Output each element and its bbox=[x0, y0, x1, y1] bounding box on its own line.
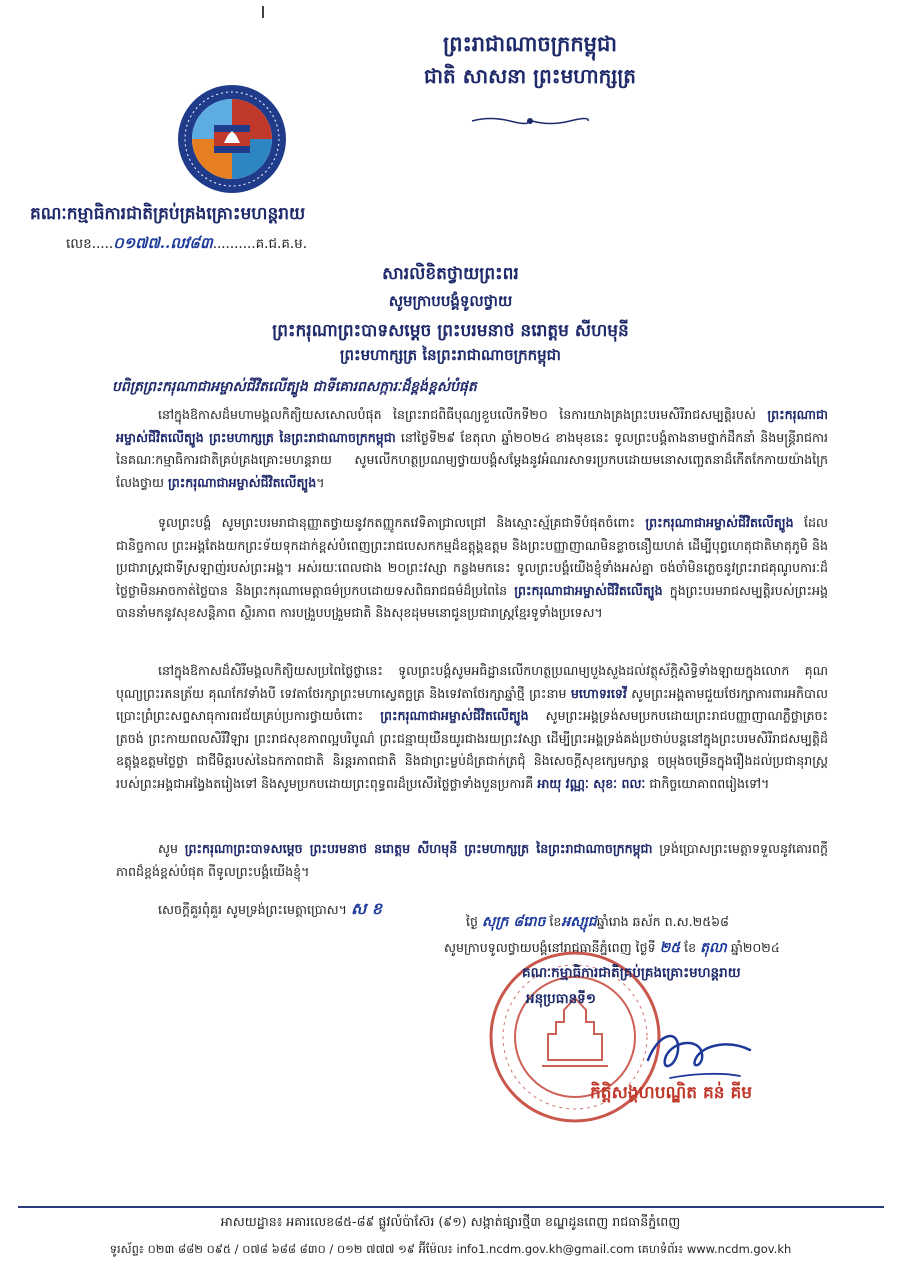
body-text: ក្នុងព្រះបរមរាជសម្បត្តិរបស់ព្រះអង្គបាននាំមកនូវសុខសន្តិភាព ស្ថិរភាព ការបង្រួបបង្រួមជាតិ និងសុខដុមមនោជូនប្រជារាស្ត្រខ្មែរទូទាំងប្រទេស។ bbox=[116, 582, 828, 621]
handwritten-signature-icon bbox=[640, 1020, 760, 1090]
ornament-divider-icon bbox=[470, 114, 590, 128]
lunar-date-line bbox=[466, 912, 729, 933]
body-text: សូមព្រះអង្គទ្រង់សមប្រកបដោយព្រះរាជបញ្ញាញាណភ្លឺថ្លាត្រចះត្រចង់ ព្រះកាយពលសិរីវិឡារ ព្រះរាជសុខភាពល្អបរិបូណ៌ ព្រះជន្មាយុយឺនយូរជាងរយព្រះវស្សា ដើម្បីព្រះអង្គទ្រង់គង់ប្រថាប់បន្តនៅក្នុងព្រះបរមសិរីរាជសម្បត្តិដ៏ឧត្តុង្គឧត្តមថ្លៃថ្លា ជាជីមិត្តរបស់នៃឯកភាពជាតិ និរន្តរភាពជាតិ និងជាព្រះម្លប់ដ៏ត្រជាក់ត្រជុំ និងសេចក្តីសុខក្សេមក្សាន្ត ចម្រុងចម្រើនក្នុងរឿងដល់ប្រជានុរាស្ត្ររបស់ព្រះអង្គជាអង្វែងតរៀងទៅ និងសូមប្រកបដោយព្រះពុទ្ធពរដ៏ប្រសើរថ្លៃថ្លាទាំងបួនប្រការគឺ bbox=[116, 708, 828, 791]
signer-name: កិត្តិសង្គហបណ្ឌិត គន់ គីម bbox=[590, 1083, 753, 1103]
body-text: ដែលជានិច្ចកាល ព្រះអង្គតែងយកព្រះទ័យទុកដាក់ខ្ពស់បំពេញព្រះរាជបេសកកម្មដ៏ឧត្តុង្គឧត្តម និងព្រះបញ្ញាញាណមិនខ្លាចនឿយហត់ ដើម្បីបុព្វហេតុជាតិមាតុភូមិ និងប្រជារាស្ត្រជាទីស្រឡាញ់របស់ព្រះអង្គ។ អស់រយៈពេលជាង ២០ព្រះវស្សា កន្លងមកនេះ ទូលព្រះបង្គំយើងខ្ញុំទាំងអស់គ្នា ចង់ចាំមិនភ្លេចនូវព្រះរាជគុណូបការៈដ៏ថ្លៃថ្លាមិនអាចកាត់ថ្លៃបាន និងព្រះករុណាមេត្តាធម៌ប្រកបដោយទសពិធរាជធម៌ដ៏ប្រពៃនៃ bbox=[116, 515, 828, 598]
emphasis-text: អាយុ វណ្ណៈ សុខៈ ពលៈ bbox=[537, 775, 646, 791]
emphasis-text: ព្រះករុណាព្រះបាទសម្តេច ព្រះបរមនាថ នរោត្តម សីហមុនី ព្រះមហាក្សត្រ នៃព្រះរាជាណាចក្រកម្ពុជា bbox=[184, 841, 653, 856]
salutation-line: សូមក្រាបបង្គំទូលថ្វាយ bbox=[388, 292, 513, 310]
honorific-subtitle: បពិត្រព្រះករុណាជាអម្ចាស់ជីវិតលើត្បូង ជាទីគោរពសក្ការៈដ៏ខ្ពង់ខ្ពស់បំផុត bbox=[112, 379, 477, 395]
national-motto-header bbox=[380, 28, 680, 92]
emphasis-text: ព្រះករុណាជាអម្ចាស់ជីវិតលើត្បូង bbox=[167, 474, 317, 490]
solar-day-handwritten: ២៥ bbox=[659, 940, 681, 956]
emphasis-text: ព្រះករុណាជាអម្ចាស់ជីវិតលើត្បូង bbox=[514, 582, 663, 598]
reference-prefix: លេខ..... bbox=[66, 236, 114, 252]
reference-handwritten-number: ០១៧៧..លវ៨៣ bbox=[113, 234, 213, 252]
kingdom-title: ព្រះរាជាណាចក្រកម្ពុជា bbox=[442, 32, 617, 56]
lunar-date-month-label: ខែ bbox=[549, 914, 562, 929]
national-motto: ជាតិ សាសនា ព្រះមហាក្សត្រ bbox=[424, 64, 636, 88]
punch-mark bbox=[262, 6, 264, 18]
emphasis-text: ព្រះករុណាជាអម្ចាស់ជីវិតលើត្បូង bbox=[645, 515, 794, 530]
body-paragraph-3 bbox=[116, 660, 828, 796]
solar-month-handwritten: តុលា bbox=[700, 940, 727, 956]
closing-line bbox=[158, 898, 382, 922]
signatory-organization: គណៈកម្មាធិការជាតិគ្រប់គ្រងគ្រោះមហន្តរាយ bbox=[522, 965, 741, 981]
body-text: ទូលព្រះបង្គំ សូមព្រះបរមរាជានុញ្ញាតថ្វាយនូវកតញ្ញូកតវេទិតាជ្រាលជ្រៅ និងស្មោះស្ម័គ្រជាទីបំផុតចំពោះ bbox=[158, 515, 646, 530]
body-text: នៅក្នុងឱកាសដ៏មហាមង្គលកិត្យិយសសោលបំផុត នៃព្រះរាជពិធីបុណ្យខួបលើកទី២០ នៃការយាងគ្រងព្រះបរមសិរីរាជសម្បត្តិរបស់ bbox=[158, 407, 768, 422]
ncdm-logo-icon bbox=[176, 83, 288, 195]
footer-contact: ទូរស័ព្ទ៖ ០២៣ ៨៨២ ០៩៥ / ០៧៨ ៦៨៨ ៨៣០ / ០១២ ៧៧៧ ១៩ អ៊ីម៉ែល៖ info1.ncdm.gov.kh@gmail.com គេហទំព័រ៖ www.ncdm.gov.kh bbox=[109, 1242, 792, 1256]
body-paragraph-2 bbox=[116, 512, 828, 625]
footer-address: អាសយដ្ឋាន៖ អគារលេខ៨៥-៨៩ ផ្លូវលំប៉ាស៊ែរ (៩១) សង្កាត់ផ្សារថ្មី៣ ខណ្ឌដូនពេញ រាជធានីភ្នំពេញ bbox=[220, 1214, 681, 1229]
organization-name: គណៈកម្មាធិការជាតិគ្រប់គ្រងគ្រោះមហន្តរាយ bbox=[30, 204, 306, 224]
signatory-role: អនុប្រធានទី១ bbox=[526, 991, 596, 1007]
solar-date-prefix: សូមក្រាបទូលថ្វាយបង្គំនៅរាជធានីភ្នំពេញ ថ្ងៃទី bbox=[444, 940, 656, 955]
document-type-title: សារលិខិតថ្វាយព្រះពរ bbox=[382, 264, 519, 284]
lunar-month-handwritten: អស្សុជ bbox=[561, 914, 597, 930]
body-text: នៅក្នុងឱកាសដ៏សិរីមង្គលកិត្យិយសប្រពៃថ្លៃថ្លានេះ ទូលព្រះបង្គំសូមអធិដ្ឋានលើកហត្ថប្រណម្យបួងសួងដល់វត្ថុស័ក្តិសិទ្ធិទាំងឡាយក្នុងលោក គុណបុណ្យព្រះរតនត្រ័យ គុណកែវទាំងបី ទេវតាថែរក្សាព្រះមហាស្វេតច្ឆត្រ និងទេវតាថែរក្សាឆ្នាំថ្មី ព្រះនាម bbox=[116, 663, 828, 701]
closing-handwritten-initials: ស ខ bbox=[351, 899, 382, 918]
emphasis-text: ព្រះករុណាជាអម្ចាស់ជីវិតលើត្បូង ព្រះមហាក្សត្រ នៃព្រះរាជាណាចក្រកម្ពុជា bbox=[116, 407, 828, 445]
body-text: ទ្រង់ប្រោសព្រះមេត្តាទទួលនូវគោរពក្តីភាពដ៏ខ្ពង់ខ្ពស់បំផុត ពីទូលព្រះបង្គំយើងខ្ញុំ។ bbox=[116, 841, 828, 879]
body-text: សូម bbox=[158, 841, 185, 856]
body-text: សូមព្រះអង្គតាមជួយថែរក្សាការពារអភិបាលប្រោះព្រំព្រះសព្ទសាធុការពរជ័យគ្រប់ប្រការថ្វាយចំពោះ bbox=[116, 685, 828, 724]
emphasis-text: មហោទរទេវី bbox=[570, 685, 627, 701]
lunar-date-prefix: ថ្ងៃ bbox=[466, 914, 478, 929]
solar-date-suffix: ឆ្នាំ២០២៤ bbox=[730, 940, 780, 955]
solar-month-label: ខែ bbox=[684, 940, 697, 955]
body-text: ។ bbox=[316, 474, 325, 490]
reference-suffix: ..........គ.ជ.គ.ម. bbox=[212, 236, 308, 252]
body-paragraph-4 bbox=[116, 838, 828, 883]
footer-divider bbox=[18, 1206, 884, 1208]
reference-number bbox=[66, 234, 307, 256]
body-paragraph-1 bbox=[116, 404, 828, 494]
addressee-name: ព្រះករុណាព្រះបាទសម្តេច ព្រះបរមនាថ នរោត្តម សីហមុនី bbox=[272, 321, 629, 341]
body-text: នៅថ្ងៃទី២៩ ខែតុលា ឆ្នាំ២០២៤ ខាងមុខនេះ ទូលព្រះបង្គំតាងនាមថ្នាក់ដឹកនាំ និងមន្ត្រីរាជការ នៃគណៈកម្មាធិការជាតិគ្រប់គ្រងគ្រោះមហន្តរាយ សូមលើកហត្ថប្រណម្យថ្វាយបង្គំសម្តែងនូវអំណរសាទរប្រកបដោយមនោសញ្ចេតនាដ៏កើតកែកាយយ៉ាងក្រៃលែងថ្វាយ bbox=[116, 429, 828, 490]
lunar-date-handwritten: សុក្រ ៨រោច bbox=[482, 914, 546, 930]
emphasis-text: ព្រះករុណាជាអម្ចាស់ជីវិតលើត្បូង bbox=[380, 708, 529, 724]
lunar-date-suffix: ឆ្នាំរោង ឆស័ក ព.ស.២៥៦៨ bbox=[596, 914, 729, 929]
addressee-title: ព្រះមហាក្សត្រ នៃព្រះរាជាណាចក្រកម្ពុជា bbox=[340, 346, 561, 364]
closing-text: សេចក្តីគួរពុំគួរ សូមទ្រង់ព្រះមេត្តាប្រោស។ bbox=[158, 902, 347, 917]
body-text: ជាកិច្ចយោគាពពរៀងទៅ។ bbox=[645, 775, 770, 791]
